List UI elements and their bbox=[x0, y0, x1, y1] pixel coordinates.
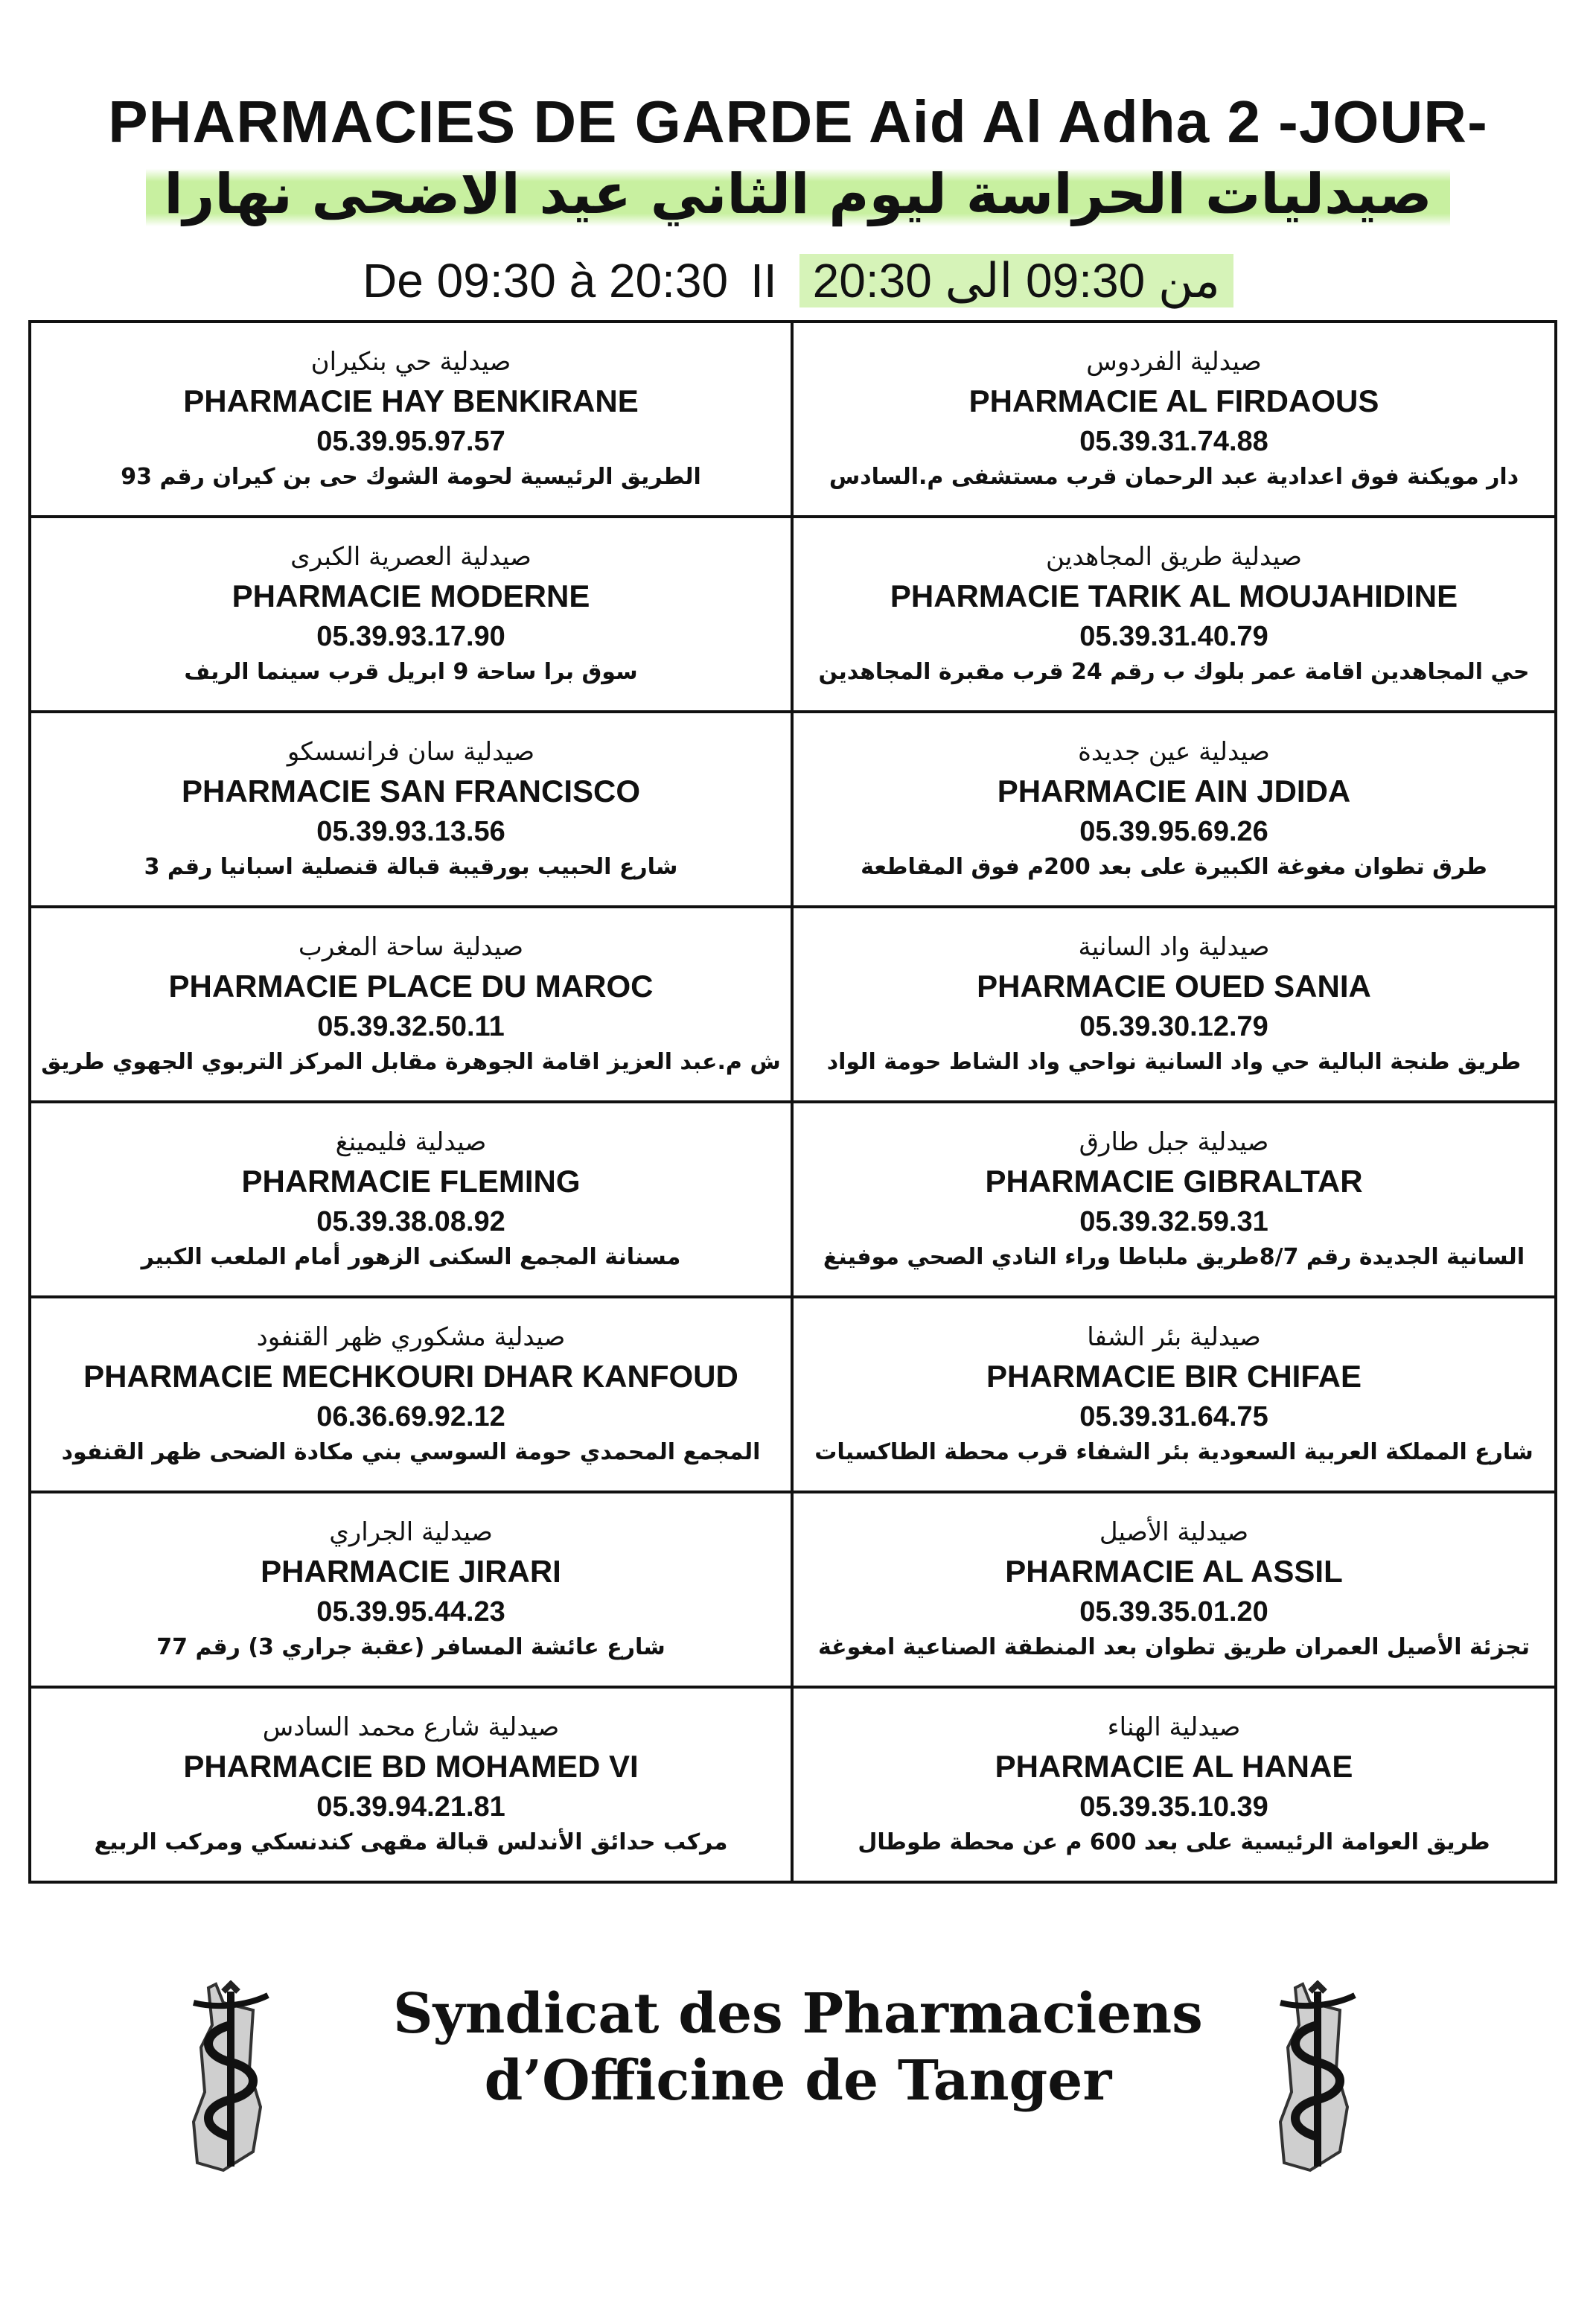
pharmacy-name: PHARMACIE JIRARI bbox=[261, 1554, 561, 1589]
pharmacy-address: سوق برا ساحة 9 ابريل قرب سينما الريف bbox=[184, 659, 638, 685]
pharmacy-cell-left bbox=[30, 712, 792, 907]
pharmacy-name: PHARMACIE GIBRALTAR bbox=[985, 1164, 1363, 1199]
footer bbox=[0, 1966, 1596, 2204]
pharmacy-address: الطريق الرئيسية لحومة الشوك حى بن كيران رقم 93 bbox=[121, 464, 701, 490]
table-row bbox=[30, 712, 1556, 907]
syndicate-line-2: d’Officine de Tanger bbox=[484, 2049, 1112, 2113]
pharmacy-name: PHARMACIE MECHKOURI DHAR KANFOUD bbox=[83, 1359, 738, 1394]
pharmacy-address: ش م.عبد العزيز اقامة الجوهرة مقابل المركز التربوي الجهوي طريق bbox=[41, 1049, 781, 1075]
pharmacy-name: PHARMACIE MODERNE bbox=[232, 578, 590, 613]
table-row bbox=[30, 517, 1556, 712]
pharmacy-name-ar: صيدلية جبل طارق bbox=[1079, 1127, 1269, 1157]
pharmacy-name-ar: صيدلية بئر الشفا bbox=[1087, 1322, 1261, 1352]
pharmacy-phone: 05.39.35.10.39 bbox=[1079, 1791, 1268, 1823]
pharmacy-name: PHARMACIE AL FIRDAOUS bbox=[968, 383, 1379, 418]
pharmacy-address: طريق العوامة الرئيسية على بعد 600 م عن محطة طوطال bbox=[858, 1829, 1490, 1855]
pharmacy-name: PHARMACIE BIR CHIFAE bbox=[986, 1359, 1362, 1394]
pharmacy-table-body bbox=[30, 322, 1556, 1882]
pharmacy-name: PHARMACIE AIN JDIDA bbox=[997, 774, 1351, 809]
pharmacy-cell-right bbox=[792, 1102, 1556, 1297]
pharmacy-cell-left bbox=[30, 907, 792, 1102]
pharmacy-cell-left bbox=[30, 1492, 792, 1687]
pharmacy-phone: 05.39.35.01.20 bbox=[1079, 1596, 1268, 1627]
pharmacy-phone: 05.39.31.64.75 bbox=[1079, 1401, 1268, 1432]
pharmacy-name-ar: صيدلية حي بنكيران bbox=[310, 347, 511, 377]
opening-hours bbox=[0, 253, 1596, 309]
pharmacy-name: PHARMACIE SAN FRANCISCO bbox=[181, 774, 640, 809]
pharmacy-address: تجزئة الأصيل العمران طريق تطوان بعد المنطقة الصناعية امغوغة bbox=[817, 1634, 1530, 1660]
pharmacy-cell-left bbox=[30, 1297, 792, 1492]
table-row bbox=[30, 1297, 1556, 1492]
hours-ar: من 09:30 الى 20:30 bbox=[799, 254, 1233, 307]
pharmacy-name: PHARMACIE PLACE DU MAROC bbox=[168, 969, 654, 1004]
pharmacy-cell-left bbox=[30, 517, 792, 712]
pharmacy-cell-right bbox=[792, 712, 1556, 907]
pharmacy-phone: 05.39.31.40.79 bbox=[1079, 621, 1268, 652]
pharmacy-cell-right bbox=[792, 517, 1556, 712]
pharmacy-name-ar: صيدلية الهناء bbox=[1107, 1712, 1241, 1742]
pharmacy-phone: 06.36.69.92.12 bbox=[316, 1401, 505, 1432]
pharmacy-cell-left bbox=[30, 1102, 792, 1297]
hours-fr: De 09:30 à 20:30 bbox=[363, 254, 729, 307]
pharmacy-address: مركب حدائق الأندلس قبالة مقهى كندنسكي ومركب الربيع bbox=[94, 1829, 728, 1855]
pharmacy-phone: 05.39.32.50.11 bbox=[317, 1011, 505, 1042]
pharmacy-name-ar: صيدلية واد السانية bbox=[1078, 932, 1270, 962]
pharmacy-caduceus-logo-right bbox=[1265, 1980, 1370, 2174]
pharmacy-table bbox=[28, 320, 1557, 1884]
pharmacy-name: PHARMACIE AL HANAE bbox=[995, 1749, 1353, 1784]
pharmacy-name: PHARMACIE FLEMING bbox=[241, 1164, 581, 1199]
pharmacy-phone: 05.39.93.17.90 bbox=[316, 621, 505, 652]
pharmacy-name-ar: صيدلية الأصيل bbox=[1099, 1517, 1249, 1547]
pharmacy-name-ar: صيدلية فليمينغ bbox=[335, 1127, 487, 1157]
pharmacy-name-ar: صيدلية ساحة المغرب bbox=[298, 932, 524, 962]
table-row bbox=[30, 1492, 1556, 1687]
pharmacy-name-ar: صيدلية العصرية الكبرى bbox=[290, 542, 532, 572]
pharmacy-cell-right bbox=[792, 1297, 1556, 1492]
pharmacy-phone: 05.39.31.74.88 bbox=[1079, 426, 1268, 457]
hours-separator: II bbox=[750, 254, 777, 307]
pharmacy-address: السانية الجديدة رقم 8/7طريق ملباطا وراء النادي الصحي موفينغ bbox=[823, 1244, 1525, 1270]
pharmacy-address: مسنانة المجمع السكنى الزهور أمام الملعب الكبير bbox=[141, 1244, 681, 1270]
pharmacy-phone: 05.39.30.12.79 bbox=[1079, 1011, 1268, 1042]
pharmacy-name-ar: صيدلية عين جديدة bbox=[1078, 737, 1270, 767]
pharmacy-name-ar: صيدلية شارع محمد السادس bbox=[262, 1712, 560, 1742]
pharmacy-cell-right bbox=[792, 1492, 1556, 1687]
pharmacy-cell-right bbox=[792, 1687, 1556, 1882]
pharmacy-phone: 05.39.94.21.81 bbox=[316, 1791, 505, 1823]
syndicate-line-1: Syndicat des Pharmaciens bbox=[393, 1982, 1203, 2046]
pharmacy-name: PHARMACIE TARIK AL MOUJAHIDINE bbox=[890, 578, 1458, 613]
pharmacy-name: PHARMACIE BD MOHAMED VI bbox=[183, 1749, 639, 1784]
title-fr: PHARMACIES DE GARDE Aid Al Adha 2 -JOUR- bbox=[108, 89, 1488, 155]
pharmacy-address: المجمع المحمدي حومة السوسي بني مكادة الضحى ظهر القنفود bbox=[61, 1439, 761, 1465]
pharmacy-phone: 05.39.38.08.92 bbox=[316, 1206, 505, 1237]
table-row bbox=[30, 907, 1556, 1102]
pharmacy-phone: 05.39.95.44.23 bbox=[316, 1596, 505, 1627]
pharmacy-name-ar: صيدلية طريق المجاهدين bbox=[1046, 542, 1302, 572]
pharmacy-phone: 05.39.95.97.57 bbox=[316, 426, 505, 457]
pharmacy-cell-left bbox=[30, 322, 792, 517]
table-row bbox=[30, 1687, 1556, 1882]
title-ar: صيدليات الحراسة ليوم الثاني عيد الاضحى نهارا bbox=[146, 162, 1449, 226]
pharmacy-address: شارع الحبيب بورقيبة قبالة قنصلية اسبانيا رقم 3 bbox=[144, 854, 678, 880]
pharmacy-name-ar: صيدلية الفردوس bbox=[1086, 347, 1262, 377]
pharmacy-phone: 05.39.95.69.26 bbox=[1079, 816, 1268, 847]
pharmacy-name-ar: صيدلية الجراري bbox=[329, 1517, 493, 1547]
pharmacy-name: PHARMACIE HAY BENKIRANE bbox=[183, 383, 639, 418]
table-row bbox=[30, 1102, 1556, 1297]
pharmacy-cell-right bbox=[792, 322, 1556, 517]
pharmacy-name-ar: صيدلية سان فرانسسكو bbox=[287, 737, 535, 767]
pharmacy-address: طريق طنجة البالية حي واد السانية نواحي واد الشاط حومة الواد bbox=[826, 1049, 1522, 1075]
pharmacy-address: طرق تطوان مغوغة الكبيرة على بعد 200م فوق المقاطعة bbox=[861, 854, 1487, 880]
pharmacy-cell-right bbox=[792, 907, 1556, 1102]
pharmacy-address: حي المجاهدين اقامة عمر بلوك ب رقم 24 قرب مقبرة المجاهدين bbox=[818, 659, 1530, 685]
title-ar-wrapper bbox=[0, 162, 1596, 226]
pharmacy-name-ar: صيدلية مشكوري ظهر القنفود bbox=[256, 1322, 566, 1352]
pharmacy-phone: 05.39.93.13.56 bbox=[316, 816, 505, 847]
pharmacy-cell-left bbox=[30, 1687, 792, 1882]
pharmacy-address: دار مويكنة فوق اعدادية عبد الرحمان قرب مستشفى م.السادس bbox=[829, 464, 1519, 490]
pharmacy-name: PHARMACIE OUED SANIA bbox=[977, 969, 1371, 1004]
pharmacy-address: شارع المملكة العربية السعودية بئر الشفاء قرب محطة الطاكسيات bbox=[814, 1439, 1533, 1465]
pharmacy-phone: 05.39.32.59.31 bbox=[1079, 1206, 1268, 1237]
pharmacy-address: شارع عائشة المسافر (عقبة جراري 3) رقم 77 bbox=[156, 1634, 665, 1660]
table-row bbox=[30, 322, 1556, 517]
pharmacy-name: PHARMACIE AL ASSIL bbox=[1005, 1554, 1343, 1589]
